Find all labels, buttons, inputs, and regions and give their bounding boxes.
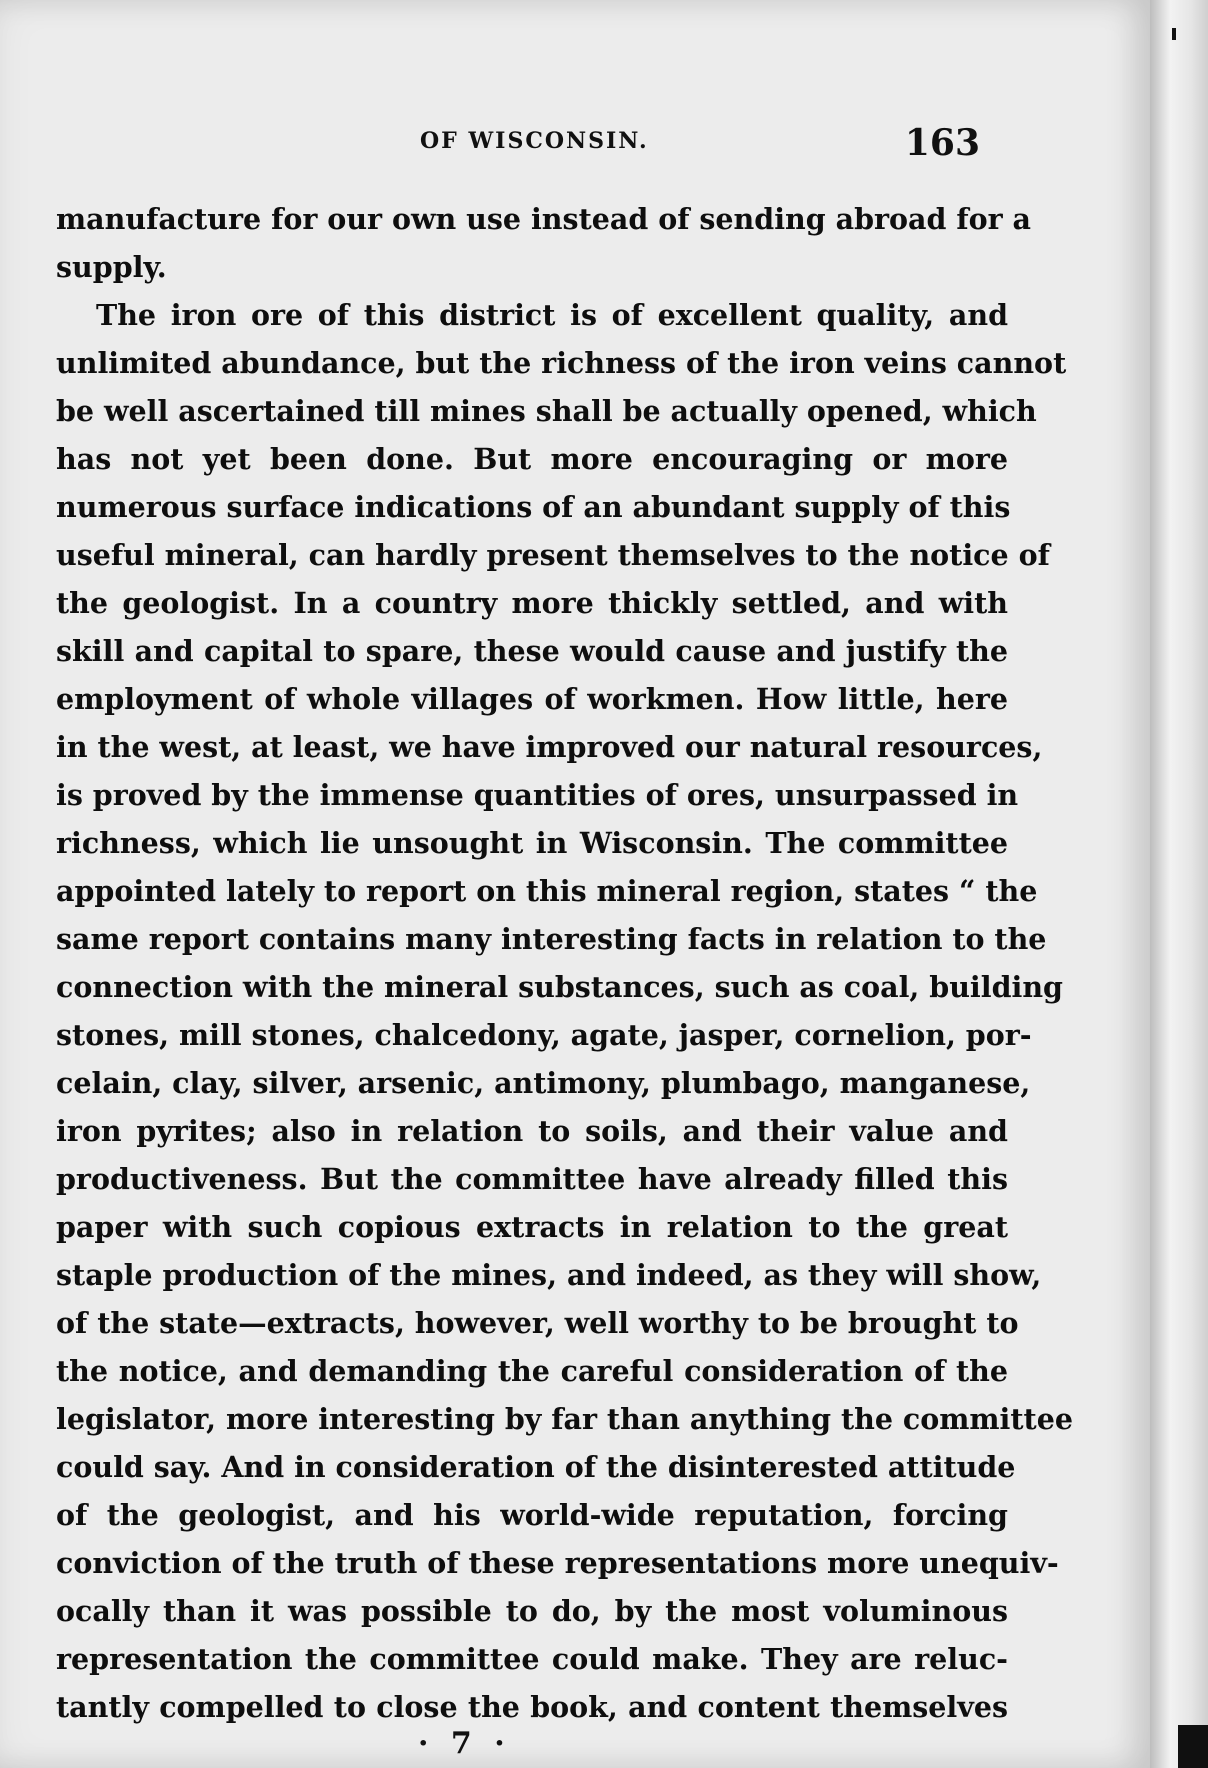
text-line: be well ascertained till mines shall be actually opened, which	[56, 394, 1037, 428]
text-line: productiveness. But the committee have already filled this	[56, 1162, 1008, 1196]
text-line: stones, mill stones, chalcedony, agate, jasper, cornelion, por-	[56, 1018, 1032, 1052]
text-line: manufacture for our own use instead of sending abroad for a	[56, 202, 1032, 236]
text-line: the geologist. In a country more thickly settled, and with	[56, 586, 1008, 620]
text-line: the notice, and demanding the careful consideration of the	[56, 1354, 1008, 1388]
text-line: iron pyrites; also in relation to soils, and their value and	[56, 1114, 1008, 1148]
page-number: 163	[904, 122, 980, 164]
edge-mark	[1172, 28, 1176, 40]
text-line: staple production of the mines, and indeed, as they will show,	[56, 1258, 1042, 1292]
text-line: could say. And in consideration of the disinterested attitude	[56, 1450, 1016, 1484]
page-edge	[1150, 0, 1208, 1768]
text-line: tantly compelled to close the book, and content themselves	[56, 1690, 1008, 1724]
text-line: richness, which lie unsought in Wisconsin. The committee	[56, 826, 1008, 860]
text-line: skill and capital to spare, these would cause and justify the	[56, 634, 1008, 668]
running-head: OF WISCONSIN.	[420, 128, 649, 154]
text-line: celain, clay, silver, arsenic, antimony, plumbago, manganese,	[56, 1066, 1031, 1100]
text-line: appointed lately to report on this mineral region, states “ the	[56, 874, 1038, 908]
text-line: has not yet been done. But more encouraging or more	[56, 442, 1008, 476]
text-line: ocally than it was possible to do, by the most voluminous	[56, 1594, 1008, 1628]
text-line: unlimited abundance, but the richness of the iron veins cannot	[56, 346, 1067, 380]
text-line: supply.	[56, 250, 167, 284]
page-body	[56, 195, 1073, 1731]
text-line: same report contains many interesting facts in relation to the	[56, 922, 1047, 956]
paragraph-1	[56, 195, 1032, 291]
page-header	[70, 122, 980, 168]
text-line: useful mineral, can hardly present themselves to the notice of	[56, 538, 1050, 572]
text-line: of the geologist, and his world-wide reputation, forcing	[56, 1498, 1008, 1532]
text-line: numerous surface indications of an abundant supply of this	[56, 490, 1011, 524]
text-line: is proved by the immense quantities of ores, unsurpassed in	[56, 778, 1019, 812]
signature-mark: · 7 ·	[418, 1726, 511, 1761]
text-line: The iron ore of this district is of excellent quality, and	[96, 298, 1008, 332]
text-line: connection with the mineral substances, such as coal, building	[56, 970, 1063, 1004]
text-line: conviction of the truth of these representations more unequiv-	[56, 1546, 1059, 1580]
text-line: legislator, more interesting by far than anything the committee	[56, 1402, 1073, 1436]
paragraph-2	[56, 291, 1073, 1731]
text-line: employment of whole villages of workmen. How little, here	[56, 682, 1008, 716]
edge-tab	[1178, 1725, 1208, 1768]
text-line: paper with such copious extracts in relation to the great	[56, 1210, 1008, 1244]
text-line: of the state—extracts, however, well worthy to be brought to	[56, 1306, 1019, 1340]
text-line: in the west, at least, we have improved our natural resources,	[56, 730, 1043, 764]
text-line: representation the committee could make. They are reluc-	[56, 1642, 1008, 1676]
